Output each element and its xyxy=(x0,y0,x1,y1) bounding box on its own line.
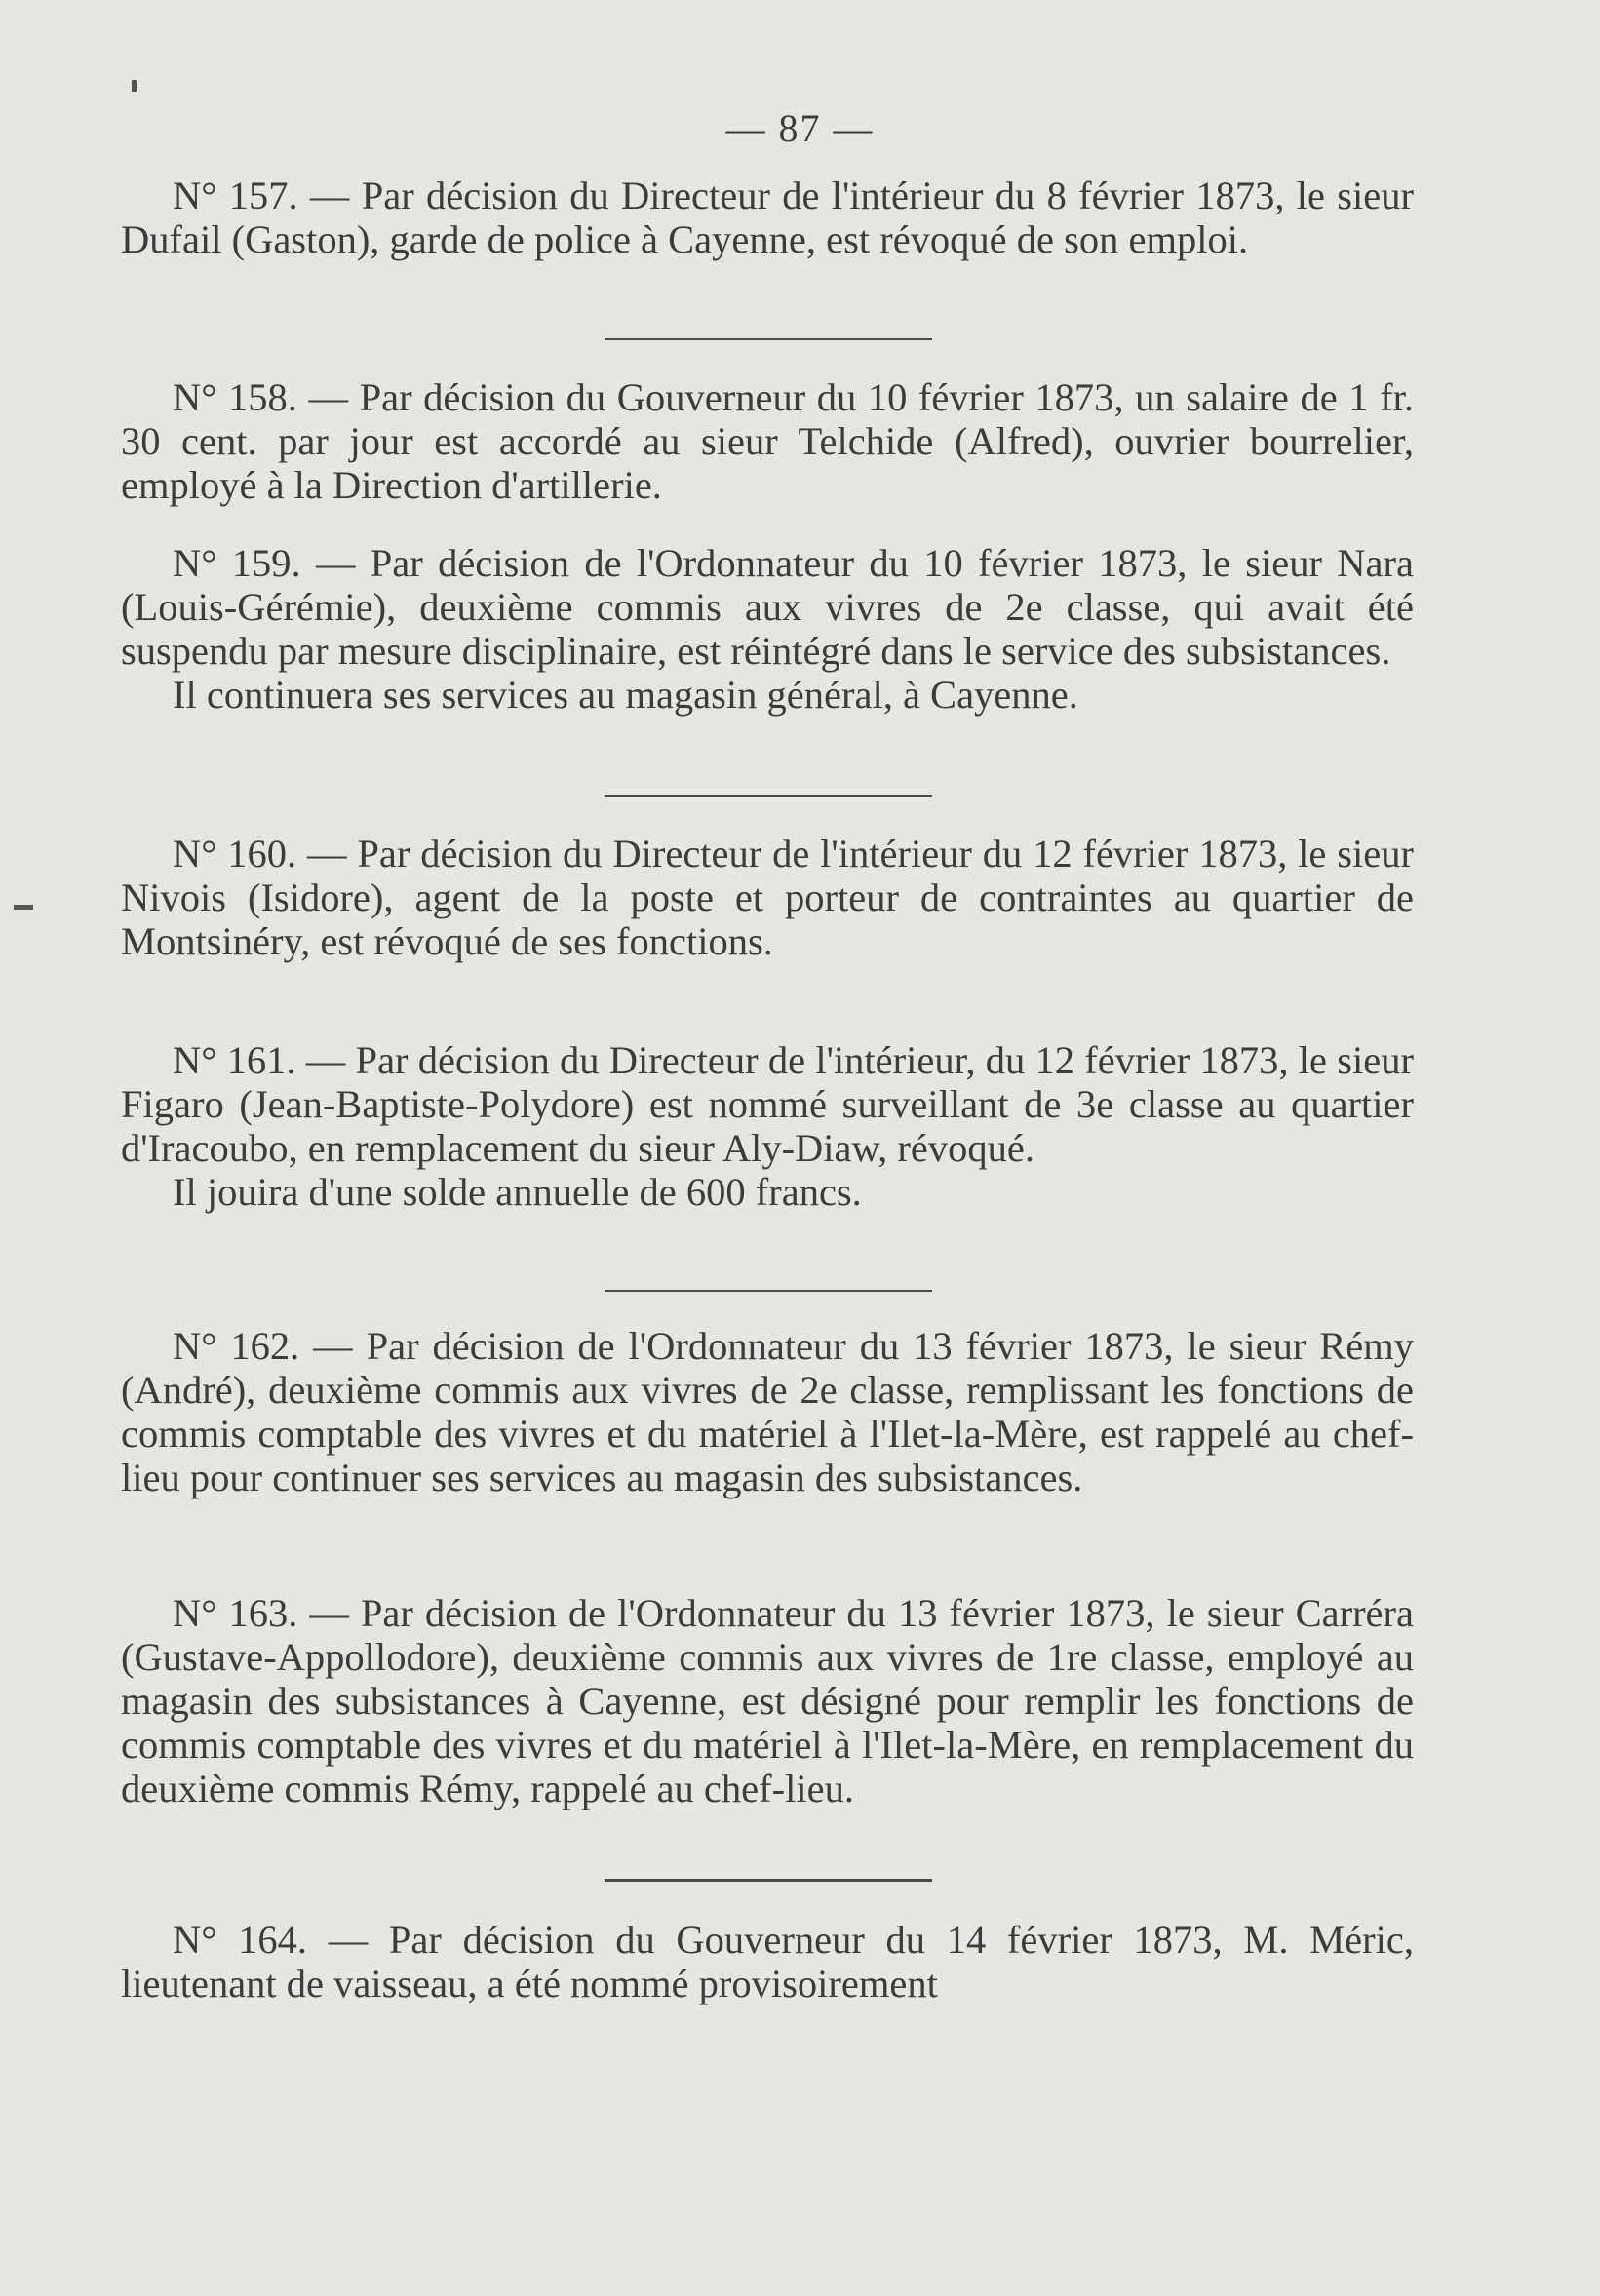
separator-rule xyxy=(605,1290,932,1292)
entry-163 xyxy=(121,1591,1414,1810)
entry-158 xyxy=(121,375,1414,507)
page-number: — 87 — xyxy=(725,106,875,150)
entry-paragraph: N° 164. — Par décision du Gouverneur du 14 février 1873, M. Méric, lieutenant de vaisseau, a été nommé provisoirement xyxy=(121,1918,1414,2005)
entry-160 xyxy=(121,832,1414,963)
entry-paragraph: N° 159. — Par décision de l'Ordonnateur du 10 février 1873, le sieur Nara (Louis-Gérémie), deuxième commis aux vivres de 2e classe, qui avait été suspendu par mesure disciplinaire, est réintégré dans le service des subsistances. xyxy=(121,541,1414,673)
entry-paragraph: N° 157. — Par décision du Directeur de l'intérieur du 8 février 1873, le sieur Dufail (Gaston), garde de police à Cayenne, est révoqué de son emploi. xyxy=(121,174,1414,261)
speck xyxy=(132,80,137,92)
entry-161 xyxy=(121,1038,1414,1214)
separator-rule xyxy=(605,795,932,797)
entry-paragraph: N° 162. — Par décision de l'Ordonnateur du 13 février 1873, le sieur Rémy (André), deuxième commis aux vivres de 2e classe, remplissant les fonctions de commis comptable des vivres et du matériel à l'Ilet-la-Mère, est rappelé au chef-lieu pour continuer ses services au magasin des subsistances. xyxy=(121,1324,1414,1499)
separator-rule xyxy=(605,1879,932,1882)
entry-paragraph: Il continuera ses services au magasin général, à Cayenne. xyxy=(173,673,1078,717)
entry-paragraph: N° 161. — Par décision du Directeur de l'intérieur, du 12 février 1873, le sieur Figaro (Jean-Baptiste-Polydore) est nommé surveillant de 3e classe au quartier d'Iracoubo, en remplacement du sieur Aly-Diaw, révoqué. xyxy=(121,1038,1414,1170)
entry-paragraph: N° 158. — Par décision du Gouverneur du 10 février 1873, un salaire de 1 fr. 30 cent. par jour est accordé au sieur Telchide (Alfred), ouvrier bourrelier, employé à la Direction d'artillerie. xyxy=(121,375,1414,507)
margin-mark xyxy=(14,905,33,910)
entry-paragraph: N° 160. — Par décision du Directeur de l'intérieur du 12 février 1873, le sieur Nivois (Isidore), agent de la poste et porteur de contraintes au quartier de Montsinéry, est révoqué de ses fonctions. xyxy=(121,832,1414,963)
entry-paragraph: Il jouira d'une solde annuelle de 600 francs. xyxy=(173,1170,862,1214)
entry-157 xyxy=(121,174,1414,261)
separator-rule xyxy=(605,338,932,340)
entry-paragraph: N° 163. — Par décision de l'Ordonnateur du 13 février 1873, le sieur Carréra (Gustave-Appollodore), deuxième commis aux vivres de 1re classe, employé au magasin des subsistances à Cayenne, est désigné pour remplir les fonctions de commis comptable des vivres et du matériel à l'Ilet-la-Mère, en remplacement du deuxième commis Rémy, rappelé au chef-lieu. xyxy=(121,1591,1414,1810)
entry-164 xyxy=(121,1918,1414,2005)
entry-159 xyxy=(121,541,1414,717)
entry-162 xyxy=(121,1324,1414,1499)
